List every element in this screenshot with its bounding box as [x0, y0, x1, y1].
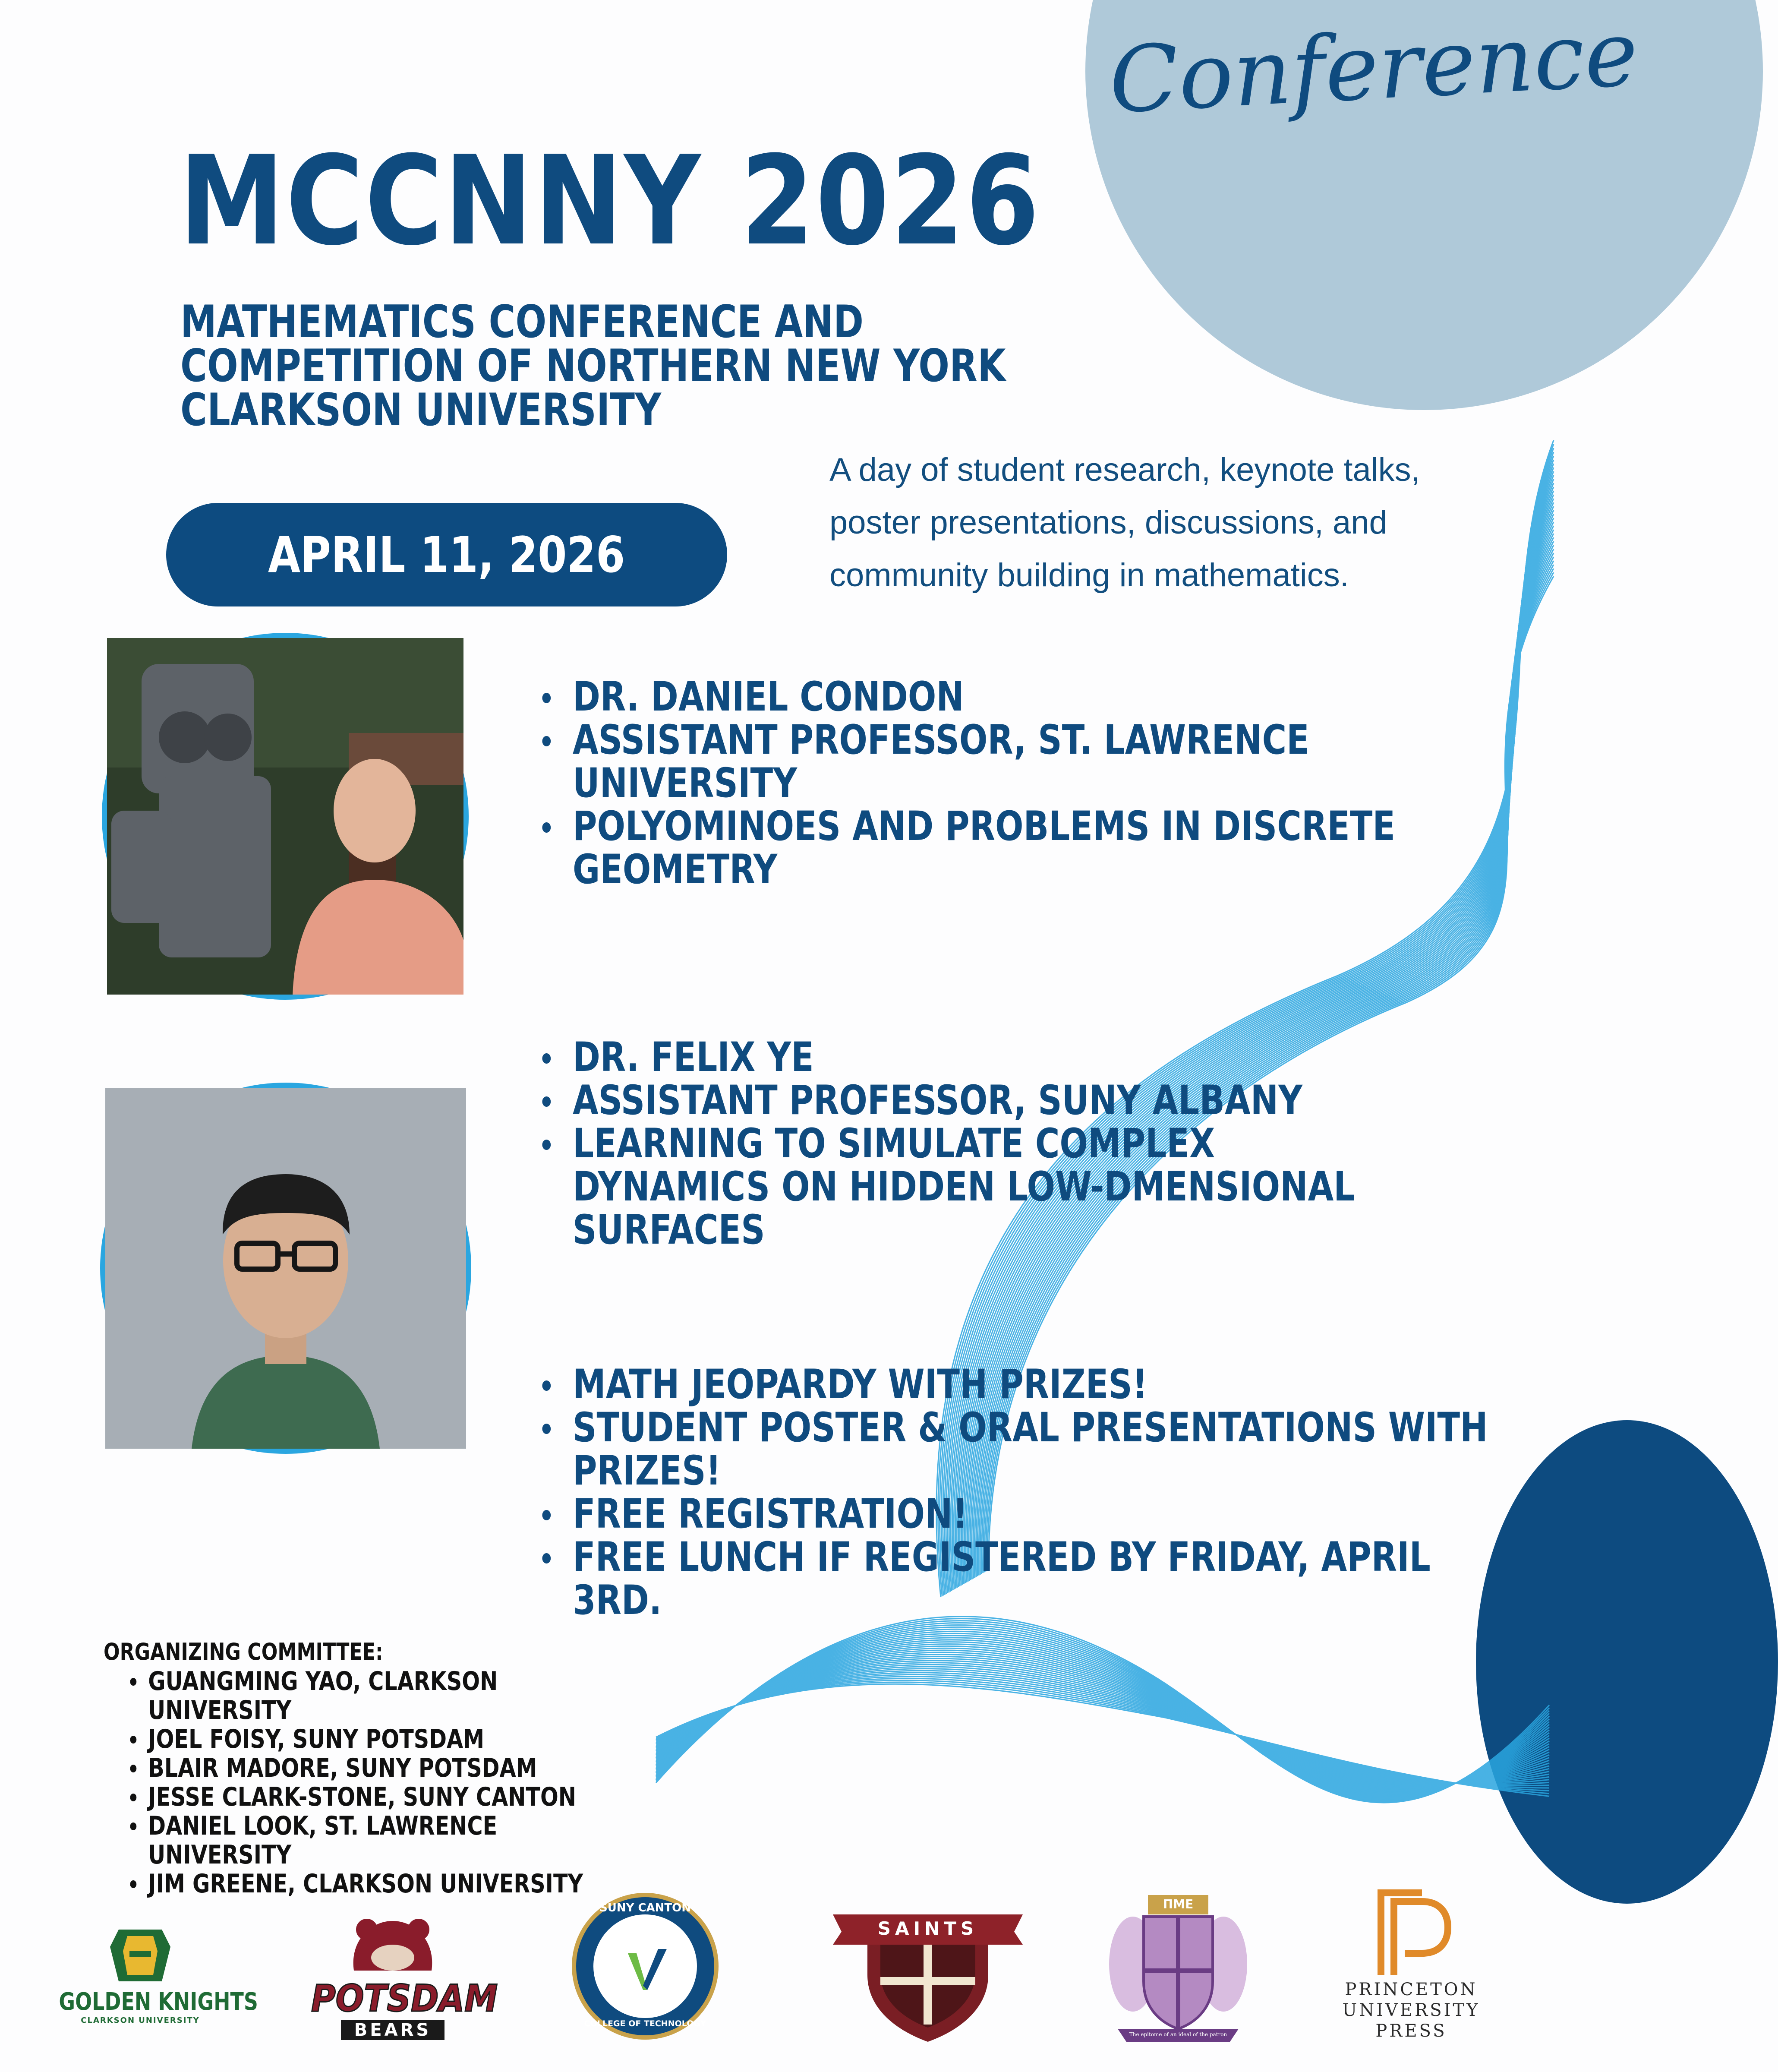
committee-member: JOEL FOISY, SUNY POTSDAM — [125, 1725, 621, 1754]
princeton-line: UNIVERSITY — [1342, 2000, 1480, 2020]
committee-member: GUANGMING YAO, CLARKSON UNIVERSITY — [125, 1667, 621, 1725]
event-item: FREE REGISTRATION! — [537, 1493, 1500, 1536]
wave-line — [656, 1619, 1549, 1802]
princeton-line: PRINCETON — [1345, 1980, 1478, 1999]
speaker-photo-condon — [102, 633, 469, 1000]
knight-helmet-icon — [41, 1921, 240, 1986]
event-item: FREE LUNCH IF REGISTERED BY FRIDAY, APRIL 3RD. — [537, 1536, 1500, 1622]
page-title: MCCNNY 2026 — [179, 130, 1041, 273]
committee-member: BLAIR MADORE, SUNY POTSDAM — [125, 1754, 621, 1783]
date-text: APRIL 11, 2026 — [268, 526, 625, 584]
committee-list — [125, 1667, 621, 1898]
princeton-text-block — [1329, 1979, 1493, 2041]
wave-line — [656, 1678, 1549, 1788]
pme-top-text: ΠΜΕ — [1163, 1897, 1194, 1911]
speaker-details-ye — [537, 1036, 1422, 1252]
subtitle-line: MATHEMATICS CONFERENCE AND — [180, 296, 864, 348]
bears-text: BEARS — [341, 2020, 444, 2040]
pi-mu-epsilon-logo — [1109, 1886, 1247, 2046]
event-highlights — [537, 1363, 1500, 1622]
event-description: A day of student research, keynote talks, poster presentations, discussions, and community building in mathematics. — [829, 452, 1420, 594]
golden-knights-text: GOLDEN KNIGHTS — [59, 1988, 258, 2016]
pme-ribbon-text: The epitome of an ideal of the patron — [1129, 2031, 1227, 2037]
saints-banner-text: SAINTS — [877, 1918, 978, 1939]
speaker-name: DR. DANIEL CONDON — [537, 676, 1422, 719]
wave-line — [656, 1617, 1549, 1803]
conference-script-title: Conference — [1107, 0, 1641, 134]
subtitle — [180, 296, 1006, 436]
speaker-details-condon — [537, 673, 1422, 893]
suny-canton-bottom-text: COLLEGE OF TECHNOLOGY — [584, 2019, 706, 2028]
organizing-committee — [104, 1638, 729, 1898]
potsdam-text: POTSDAM — [311, 1977, 498, 2020]
princeton-university-press-logo — [1329, 1891, 1493, 2050]
speaker-photo-ye-illustration — [105, 1088, 466, 1449]
princeton-line: PRESS — [1375, 2021, 1447, 2041]
date-badge — [166, 503, 727, 606]
leaf-check-icon — [593, 1914, 697, 2018]
talk-title: LEARNING TO SIMULATE COMPLEX DYNAMICS ON HIDDEN LOW-DMENSIONAL SURFACES — [537, 1122, 1422, 1252]
wave-line — [656, 1621, 1549, 1801]
speaker-title: ASSISTANT PROFESSOR, SUNY ALBANY — [537, 1079, 1422, 1122]
talk-title: POLYOMINOES AND PROBLEMS IN DISCRETE GEOMETRY — [537, 805, 1422, 891]
committee-title: ORGANIZING COMMITTEE: — [104, 1638, 383, 1665]
subtitle-line: CLARKSON UNIVERSITY — [180, 384, 662, 436]
princeton-p-icon — [1329, 1891, 1493, 1977]
speaker-photo-condon-illustration — [107, 638, 463, 995]
golden-knights-subtext: CLARKSON UNIVERSITY — [81, 2016, 200, 2025]
st-lawrence-saints-logo — [833, 1901, 1023, 2044]
golden-knights-logo — [41, 1921, 258, 2025]
event-item: STUDENT POSTER & ORAL PRESENTATIONS WITH PRIZES! — [537, 1406, 1500, 1493]
speaker-title: ASSISTANT PROFESSOR, ST. LAWRENCE UNIVERSITY — [537, 719, 1422, 805]
speaker-name: DR. FELIX YE — [537, 1036, 1422, 1079]
committee-member: JIM GREENE, CLARKSON UNIVERSITY — [125, 1870, 621, 1898]
suny-canton-logo — [572, 1893, 719, 2040]
event-item: MATH JEOPARDY WITH PRIZES! — [537, 1363, 1500, 1406]
suny-canton-top-text: SUNY CANTON — [599, 1901, 691, 1914]
committee-member: JESSE CLARK-STONE, SUNY CANTON — [125, 1783, 621, 1812]
speaker-photo-ye — [100, 1083, 471, 1454]
committee-member: DANIEL LOOK, ST. LAWRENCE UNIVERSITY — [125, 1812, 621, 1870]
subtitle-line: COMPETITION OF NORTHERN NEW YORK — [180, 340, 1006, 392]
bear-head-icon — [302, 1914, 483, 1975]
suny-canton-inner-circle — [593, 1914, 697, 2018]
potsdam-bears-logo — [302, 1914, 498, 2044]
